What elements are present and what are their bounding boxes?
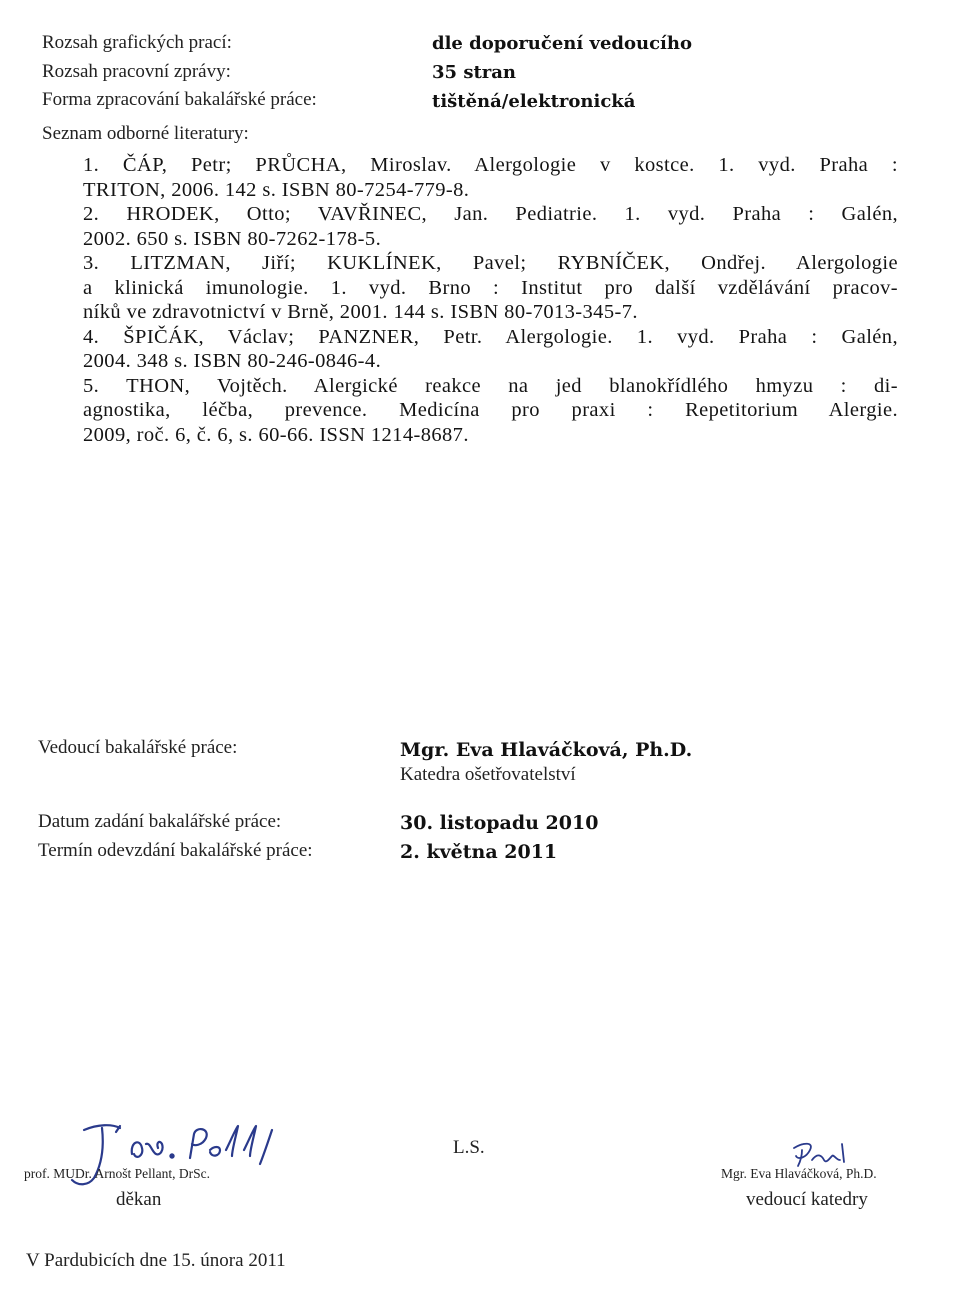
pages-report-value: 35 stran [432, 62, 516, 83]
literature-item-2-line-1: 2. HRODEK, Otto; VAVŘINEC, Jan. Pediatrie. 1. vyd. Praha : Galén, [83, 203, 898, 225]
literature-item-1-line-2: TRITON, 2006. 142 s. ISBN 80-7254-779-8. [83, 178, 470, 201]
head-name: Mgr. Eva Hlaváčková, Ph.D. [721, 1166, 877, 1181]
form-value: tištěná/elektronická [432, 91, 636, 112]
literature-item-5-line-3: 2009, roč. 6, č. 6, s. 60-66. ISSN 1214-8687. [83, 423, 469, 446]
literature-item-3-line-1: 3. LITZMAN, Jiří; KUKLÍNEK, Pavel; RYBNÍČEK, Ondřej. Alergologie [83, 252, 898, 274]
literature-item-3-line-2: a klinická imunologie. 1. vyd. Brno : Institut pro další vzdělávání pracov- [83, 276, 898, 299]
stamp-ls: L.S. [453, 1137, 485, 1158]
due-date-label: Termín odevzdání bakalářské práce: [38, 840, 313, 861]
pages-graphic-value: dle doporučení vedoucího [432, 33, 692, 54]
literature-item-4-line-1: 4. ŠPIČÁK, Václav; PANZNER, Petr. Alergologie. 1. vyd. Praha : Galén, [83, 325, 898, 348]
literature-item-4-line-2: 2004. 348 s. ISBN 80-246-0846-4. [83, 350, 382, 372]
form-label: Forma zpracování bakalářské práce: [42, 89, 317, 110]
pages-graphic-label: Rozsah grafických prací: [42, 32, 232, 53]
head-title: vedoucí katedry [746, 1189, 868, 1210]
literature-item-1-line-1: 1. ČÁP, Petr; PRŮCHA, Miroslav. Alergologie v kostce. 1. vyd. Praha : [83, 154, 898, 176]
pages-report-label: Rozsah pracovní zprávy: [42, 61, 231, 82]
literature-item-2-line-2: 2002. 650 s. ISBN 80-7262-178-5. [83, 227, 382, 250]
supervisor-department: Katedra ošetřovatelství [400, 764, 576, 785]
literature-item-3-line-3: níků ve zdravotnictví v Brně, 2001. 144 s. ISBN 80-7013-345-7. [83, 301, 638, 323]
place-date: V Pardubicích dne 15. února 2011 [26, 1250, 286, 1271]
dean-name: prof. MUDr. Arnošt Pellant, DrSc. [24, 1166, 210, 1181]
supervisor-name: Mgr. Eva Hlaváčková, Ph.D. [400, 739, 693, 761]
literature-item-5-line-1: 5. THON, Vojtěch. Alergické reakce na jed blanokřídlého hmyzu : di- [83, 374, 898, 397]
due-date-value: 2. května 2011 [400, 841, 558, 863]
literature-item-5-line-2: agnostika, léčba, prevence. Medicína pro praxi : Repetitorium Alergie. [83, 399, 898, 421]
assigned-date-label: Datum zadání bakalářské práce: [38, 811, 282, 832]
supervisor-label: Vedoucí bakalářské práce: [38, 737, 238, 758]
literature-label: Seznam odborné literatury: [42, 123, 249, 144]
assigned-date-value: 30. listopadu 2010 [400, 812, 599, 834]
dean-title: děkan [116, 1189, 162, 1210]
literature-list [83, 153, 898, 447]
